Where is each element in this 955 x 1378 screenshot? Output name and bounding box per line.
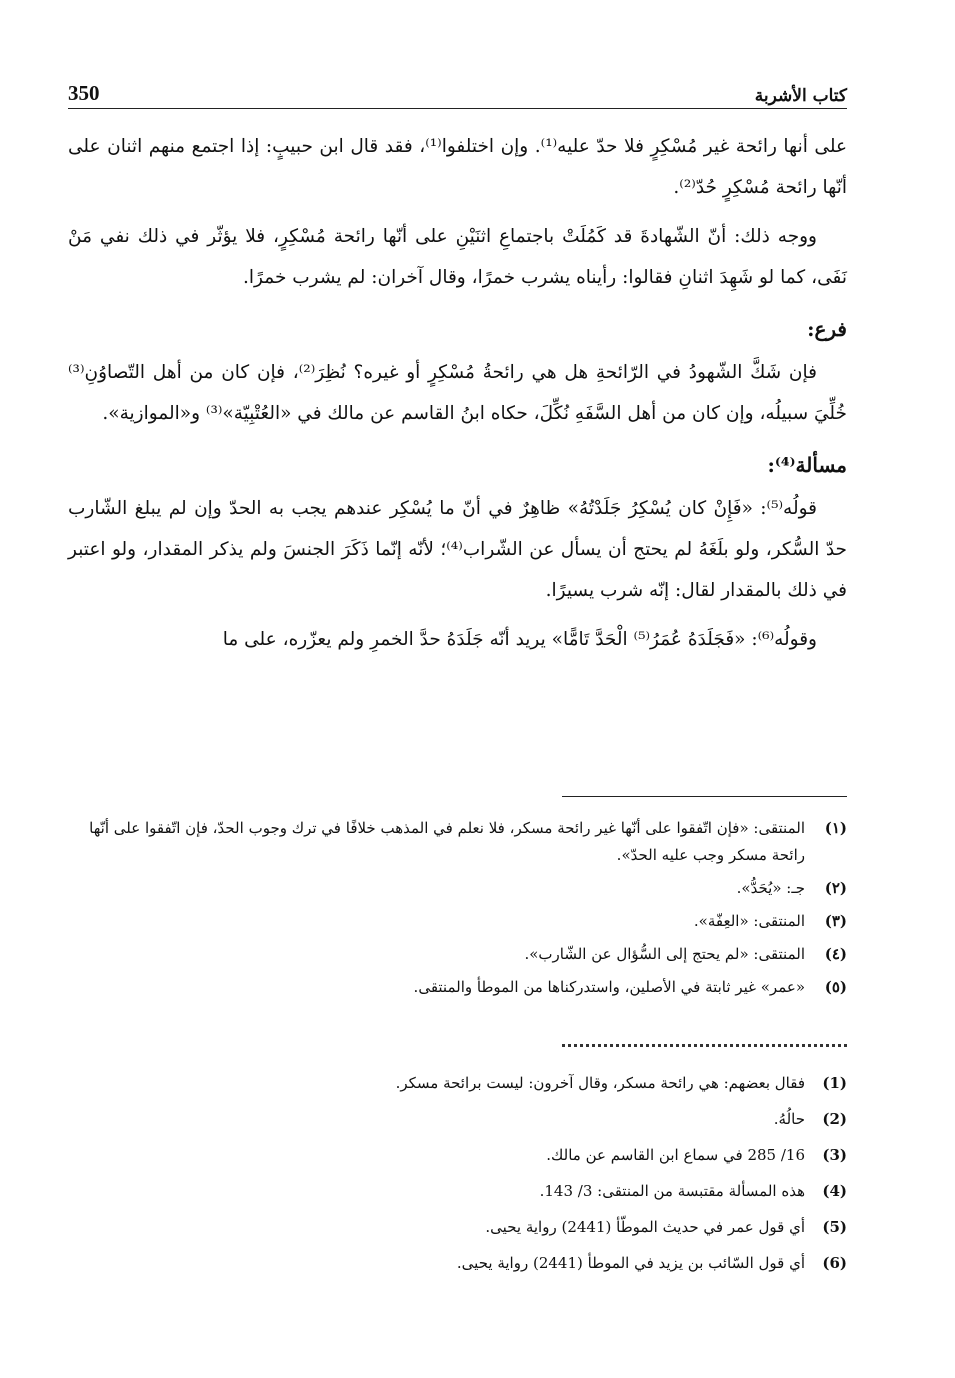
footnote-item [68,815,847,869]
footnote-item [68,1248,847,1278]
header-rule [68,108,847,109]
footnote-number: (4) [822,1182,847,1200]
footnotes-manuscript [68,815,847,1007]
footnote-number: (١) [824,819,847,837]
footnote-text: المنتقى: «فإن اتّفقوا على أنّها غير رائحة مسكر، فلا نعلم في المذهب خلافًا في ترك وجوب الحدّ، فإن اتّفقوا على أنّها رائحة مسكر وجب عليه الحدّ». [89,819,805,864]
footnote-item [68,941,847,968]
footnote-number: (٤) [824,945,847,963]
paragraph-5: وقولُه⁽⁶⁾: «فَجَلَدَهُ عُمَرُ⁽⁵⁾ الْحَدَّ تَامًّا» يريد أنّه جَلَدَهُ حدَّ الخمرِ ولم يعزّره، على ما [222,629,817,650]
page-number: 350 [68,81,100,105]
footnote-item [68,1176,847,1206]
footnote-text: جـ: «يُحَدُّ». [736,879,805,897]
footnote-item [68,974,847,1001]
footnote-number: (5) [822,1218,847,1236]
section-heading-masala: مسألة⁽⁴⁾: [767,453,847,477]
footnote-item [68,1104,847,1134]
footnote-number: (٢) [824,879,847,897]
footnote-number: (6) [822,1254,847,1272]
footnote-text: هذه المسألة مقتبسة من المنتقى: 3/ 143. [539,1182,805,1200]
footnote-number: (2) [822,1110,847,1128]
footnote-text: أي قول السّائب بن يزيد في الموطأ (2441) رواية يحيى. [456,1254,805,1272]
paragraph-4: قولُه⁽⁵⁾: «فَإِنْ كان يُسْكِرُ جَلَدْتُهُ» ظاهِرٌ في أنّ ما يُسْكِر عندهم يجب به الحدّ وإن لم يبلغ الشّارب حدّ السُّكر، ولو بلَغَهُ لم يحتج أن يسأل عن الشّراب⁽⁴⁾؛ لأنّه إنّما ذَكَرَ الجنسَ ولم يذكر المقدار، ولو اعتبر في ذلك بالمقدار لقال: إنّه شرب يسيرًا. [68,498,847,601]
footnote-text: أي قول عمر في حديث الموطّأ (2441) رواية يحيى. [485,1218,805,1236]
running-head: كتاب الأشربة [754,86,847,106]
footnote-item [68,1212,847,1242]
paragraph-2: ووجه ذلك: أنّ الشّهادةَ قد كَمُلَتْ باجتماعِ اثنَيْنِ على أنّها رائحة مُسْكِرٍ، فلا يؤثّر في ذلك نفي مَنْ نَفَى، كما لو شَهِدَ اثنانِ فقالوا: رأيناه يشرب خمرًا، وقال آخران: لم يشرب خمرًا. [68,226,847,288]
main-text [68,126,847,668]
footnote-number: (٥) [824,978,847,996]
footnote-rule [562,796,847,797]
footnote-text: حالُهُ. [773,1110,805,1128]
footnote-text: 16/ 285 في سماع ابن القاسم عن مالك. [546,1146,805,1164]
paragraph-3: فإن شَكَّ الشّهودُ في الرّائحةِ هل هي رائحةُ مُسْكِرٍ أو غيره؟ نُظِرَ⁽²⁾، فإن كان من أهل التّصاوُنِ⁽³⁾ خُلِّيَ سبيلُه، وإن كان من أهل السَّفَهِ نُكِّلَ، حكاه ابنُ القاسم عن مالك في «العُتْبِيّة»⁽³⁾ و«الموازية». [68,362,847,424]
footnote-number: (3) [822,1146,847,1164]
paragraph-1: على أنها رائحة غير مُسْكِرٍ فلا حدّ عليه⁽¹⁾. وإن اختلفوا⁽¹⁾، فقد قال ابن حبيبٍ: إذا اجتمع منهم اثنان على أنّها رائحة مُسْكِرٍ حُدّ⁽²⁾. [68,136,847,198]
footnote-item [68,908,847,935]
footnotes-editor [68,1068,847,1284]
footnote-item [68,1068,847,1098]
footnote-dotted-separator [562,1044,847,1047]
footnote-item [68,1140,847,1170]
footnote-number: (1) [822,1074,847,1092]
footnote-text: المنتقى: «العِفّة». [693,912,805,930]
footnote-text: فقال بعضهم: هي رائحة مسكر، وقال آخرون: ليست برائحة مسكر. [395,1074,805,1092]
section-heading-far: فرع: [807,317,847,341]
footnote-item [68,875,847,902]
footnote-number: (٣) [824,912,847,930]
footnote-text: «عمر» غير ثابتة في الأصلين، واستدركناها من الموطأ والمنتقى. [413,978,805,996]
footnote-text: المنتقى: «لم يحتج إلى السُّؤال عن الشّارب». [524,945,805,963]
page-header [68,74,847,106]
